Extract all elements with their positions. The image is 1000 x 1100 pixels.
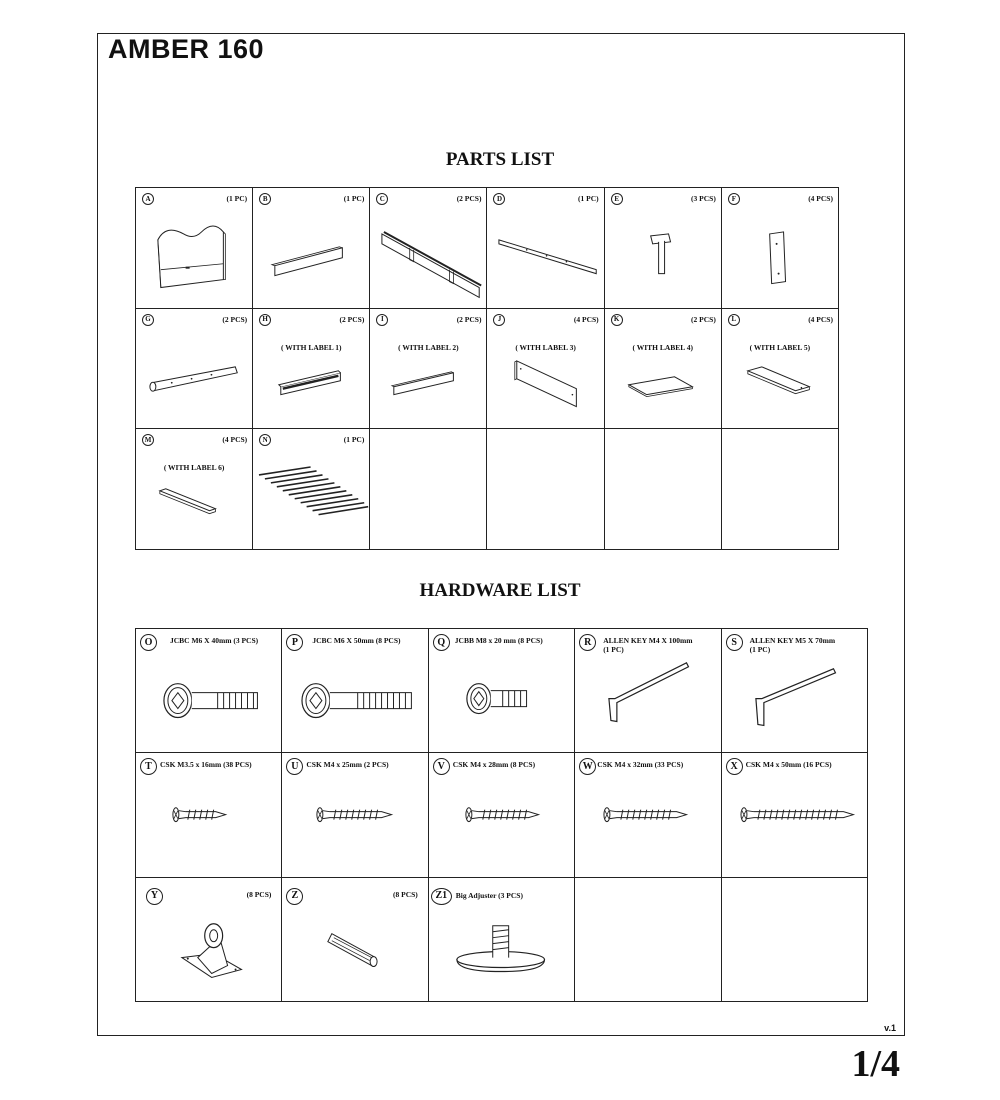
adjuster-foot-illustration [429,878,574,1001]
hardware-letter: X [726,758,743,775]
side-rail-illustration [370,188,486,308]
hardware-description-line-1: ALLEN KEY M4 X 100mm [603,636,693,645]
hardware-description-line-2: (1 PC) [749,644,771,654]
part-letter: D [493,193,505,205]
empty-cell [605,429,722,550]
hardware-grid [135,628,868,1002]
bolt-illustration [429,629,574,752]
parts-grid [135,187,839,550]
part-letter: L [728,314,740,326]
part-qty: (4 PCS) [573,314,599,324]
hardware-description: CSK M3.5 x 16mm (38 PCS) [160,760,252,770]
board-illustration [605,309,721,429]
part-letter: B [259,193,271,205]
screw-illustration [722,753,867,876]
part-label-note: ( WITH LABEL 2) [398,342,459,352]
empty-cell [722,878,868,1002]
castor-wheel-illustration [136,878,281,1001]
part-qty: (2 PCS) [222,314,248,324]
hardware-cell-z1 [429,878,575,1002]
panel-illustration [253,188,369,308]
empty-cell [575,878,721,1002]
hardware-list-title: HARDWARE LIST [419,580,581,601]
bolt-illustration [282,629,427,752]
hardware-letter: R [579,634,596,651]
part-qty: (3 PCS) [691,194,716,203]
part-qty: (2 PCS) [456,314,482,324]
hardware-description: JCBC M6 X 40mm (3 PCS) [170,636,259,645]
bolt-illustration [136,629,281,752]
bracket-block-illustration [722,188,838,308]
hardware-description-line-1: ALLEN KEY M5 X 70mm [749,636,836,645]
screw-illustration [136,753,281,876]
part-cell-m [136,429,253,550]
part-letter: M [142,434,154,446]
hardware-cell-v [429,753,575,877]
empty-cell [487,429,604,550]
part-qty: (2 PCS) [456,194,482,203]
part-cell-c [370,188,487,309]
hardware-cell-s [722,629,868,753]
hardware-description: CSK M4 x 50mm (16 PCS) [745,760,832,770]
document-title: AMBER 160 [108,34,265,64]
part-cell-h [253,309,370,430]
center-rail-illustration [487,188,603,308]
hardware-description: JCBC M6 X 50mm (8 PCS) [312,636,401,645]
part-cell-j [487,309,604,430]
part-qty: (4 PCS) [808,194,833,203]
part-letter: A [142,193,154,205]
empty-cell [722,429,839,550]
part-letter: C [376,193,388,205]
part-label-note: ( WITH LABEL 5) [749,342,811,352]
hardware-cell-z [282,878,428,1002]
hardware-qty: (8 PCS) [393,889,418,899]
hardware-description: Big Adjuster (3 PCS) [455,890,523,900]
hardware-letter: V [433,758,450,775]
hardware-letter: Q [433,634,450,651]
hardware-letter: P [286,634,303,651]
part-cell-e [605,188,722,309]
part-cell-k [605,309,722,430]
batten-illustration [136,429,252,549]
hardware-letter: T [140,758,157,775]
hardware-cell-t [136,753,282,877]
hardware-cell-y [136,878,282,1002]
version-label: v.1 [884,1023,896,1033]
hardware-cell-q [429,629,575,753]
screw-illustration [575,753,720,876]
panel-illustration [370,309,486,429]
hardware-cell-o [136,629,282,753]
hardware-letter: W [579,758,596,775]
part-letter: H [259,314,271,326]
rod-illustration [136,309,252,429]
part-label-note: ( WITH LABEL 1) [280,342,342,352]
hardware-qty: (8 PCS) [246,889,272,899]
part-letter: I [376,314,388,326]
part-cell-i [370,309,487,430]
hardware-description: CSK M4 x 28mm (8 PCS) [452,760,536,770]
hardware-description-line-2: (1 PC) [603,644,624,654]
part-cell-g [136,309,253,430]
allen-key-illustration [575,629,720,752]
part-label-note: ( WITH LABEL 6) [163,463,225,473]
screw-illustration [429,753,574,876]
part-cell-f [722,188,839,309]
part-cell-a [136,188,253,309]
hardware-letter: Y [146,888,163,905]
part-qty: (2 PCS) [691,314,716,324]
part-label-note: ( WITH LABEL 4) [632,342,693,352]
board-illustration [722,309,838,429]
part-letter: F [728,193,740,205]
allen-key-illustration [722,629,867,752]
part-qty: (1 PC) [578,194,599,203]
short-panel-illustration [253,309,369,429]
hardware-description: JCBB M8 x 20 mm (8 PCS) [454,636,543,645]
hardware-cell-x [722,753,868,877]
part-qty: (4 PCS) [222,435,248,445]
headboard-illustration [136,188,252,308]
part-qty: (1 PC) [343,194,365,203]
slat-panel-illustration [487,309,603,429]
hardware-letter: O [140,634,157,651]
hardware-letter: Z1 [431,888,452,905]
part-qty: (4 PCS) [808,314,833,324]
part-letter: E [611,193,623,205]
part-letter: G [142,314,154,326]
hardware-cell-u [282,753,428,877]
slat-bundle-illustration [253,429,369,549]
empty-cell [370,429,487,550]
hardware-letter: S [726,634,743,651]
screw-illustration [282,753,427,876]
part-qty: (1 PC) [343,435,365,445]
part-qty: (1 PC) [226,194,248,203]
part-label-note: ( WITH LABEL 3) [515,342,576,352]
hardware-letter: Z [286,888,303,905]
part-cell-d [487,188,604,309]
hardware-letter: U [286,758,303,775]
hardware-cell-r [575,629,721,753]
part-cell-l [722,309,839,430]
page-number: 1/4 [851,1043,900,1085]
part-qty: (2 PCS) [339,314,365,324]
part-letter: J [493,314,505,326]
hardware-description: CSK M4 x 25mm (2 PCS) [306,760,389,770]
part-cell-n [253,429,370,550]
leg-illustration [605,188,721,308]
hardware-description: CSK M4 x 32mm (33 PCS) [597,760,684,770]
part-cell-b [253,188,370,309]
part-letter: K [611,314,623,326]
part-letter: N [259,434,271,446]
hardware-cell-p [282,629,428,753]
dowel-illustration [282,878,427,1001]
hardware-cell-w [575,753,721,877]
parts-list-title: PARTS LIST [445,149,555,170]
